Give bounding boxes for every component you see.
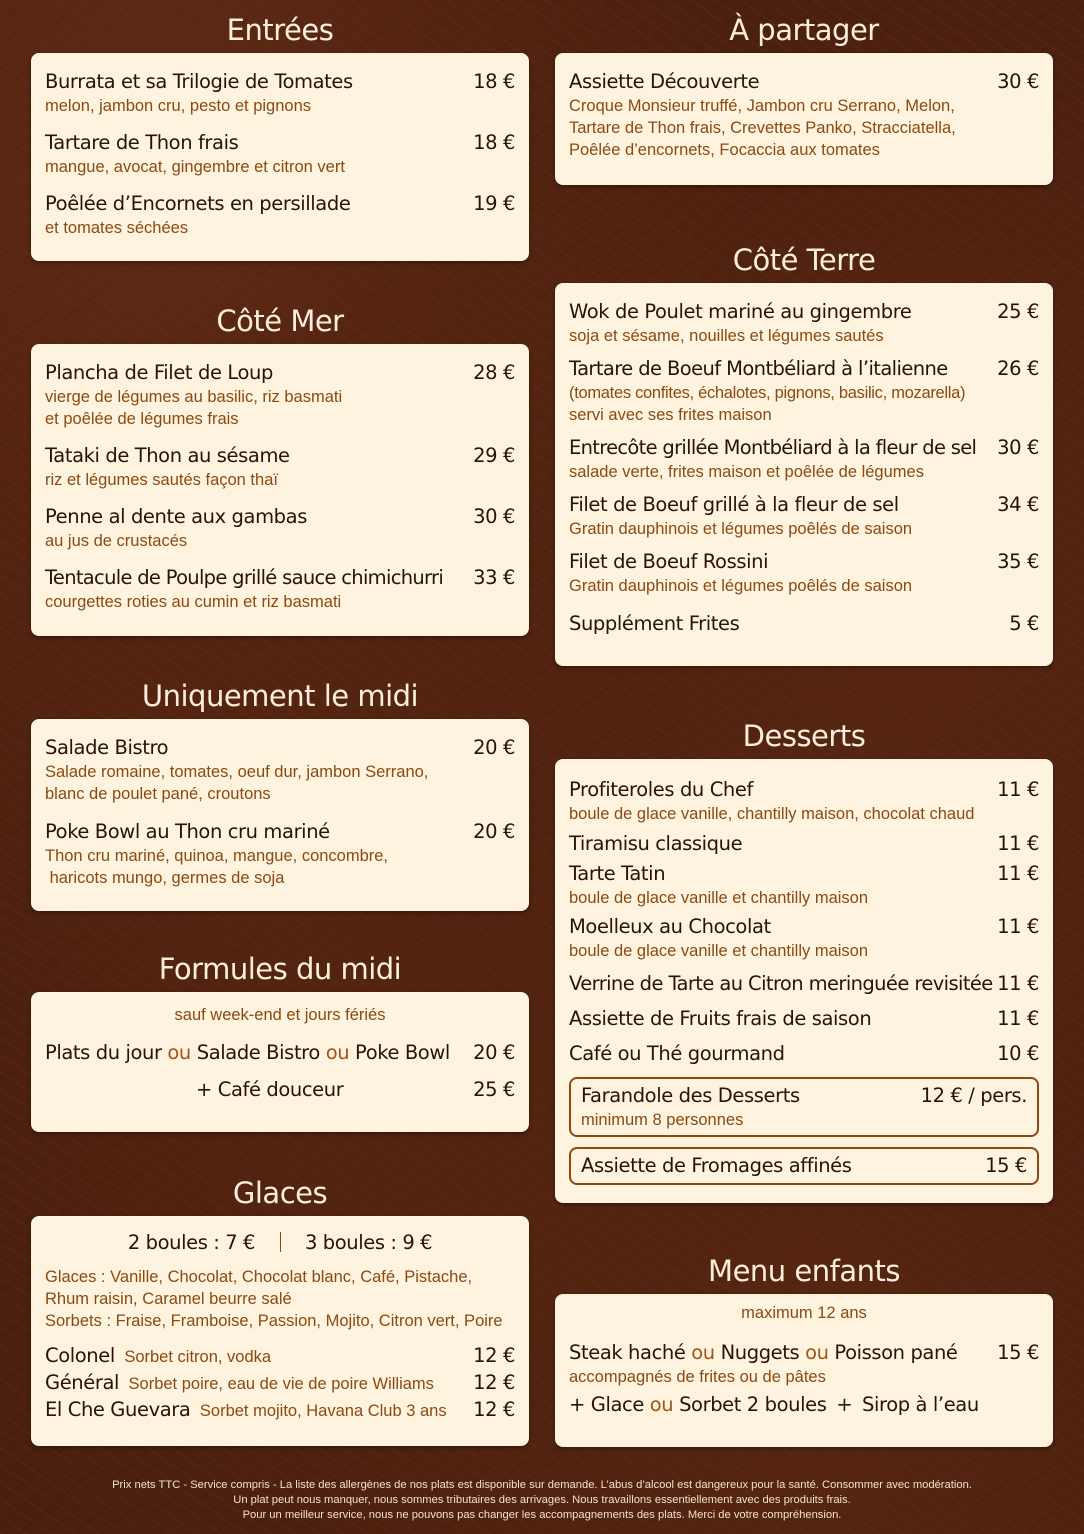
- item-desc: courgettes roties au cumin et riz basmati: [45, 593, 342, 611]
- item-desc: Sorbet poire, eau de vie de poire Williams: [128, 1375, 434, 1393]
- or-word: ou: [691, 1341, 715, 1364]
- enfants-choice: Sirop à l’eau: [862, 1393, 979, 1416]
- item-name: Farandole des Desserts: [581, 1084, 800, 1107]
- item-name: Café ou Thé gourmand: [569, 1042, 785, 1065]
- item-price: 20 €: [473, 736, 515, 759]
- glaces-flavours: Glaces : Vanille, Chocolat, Chocolat blanc, Café, Pistache,: [45, 1268, 473, 1286]
- item-price: 18 €: [473, 70, 515, 93]
- item-desc: Salade romaine, tomates, oeuf dur, jambon Serrano,: [45, 763, 429, 781]
- boules-2: 2 boules : 7 €: [127, 1231, 256, 1254]
- item-name: Tarte Tatin: [569, 862, 666, 885]
- section-title: Côté Terre: [732, 243, 876, 277]
- item-desc: Sorbet mojito, Havana Club 3 ans: [199, 1402, 447, 1420]
- item-name: Colonel: [45, 1344, 115, 1367]
- item-name: Plancha de Filet de Loup: [45, 361, 273, 384]
- menu-card: [555, 283, 1053, 666]
- section-title: Formules du midi: [158, 952, 402, 986]
- item-name: Tataki de Thon au sésame: [45, 444, 290, 467]
- item-name: Tartare de Boeuf Montbéliard à l’italienne: [569, 357, 948, 380]
- item-desc: (tomates confites, échalotes, pignons, basilic, mozarella): [569, 384, 966, 402]
- formule-choice: Salade Bistro: [196, 1041, 320, 1064]
- item-name: Moelleux au Chocolat: [569, 915, 771, 938]
- formule-choices: [45, 1040, 450, 1066]
- item-desc: Sorbet citron, vodka: [124, 1348, 272, 1366]
- section-title: Glaces: [232, 1176, 328, 1210]
- boules-prices: [45, 1230, 515, 1256]
- section-title: Desserts: [742, 719, 866, 753]
- item-price: 15 €: [997, 1341, 1039, 1364]
- item-price: 12 €: [473, 1371, 515, 1394]
- plus-sign: +: [836, 1393, 853, 1416]
- item-price: 11 €: [997, 832, 1039, 855]
- boules-3: 3 boules : 9 €: [304, 1231, 433, 1254]
- item-price: 11 €: [997, 778, 1039, 801]
- menu-item: [569, 549, 1039, 597]
- item-name: Salade Bistro: [45, 736, 169, 759]
- item-name: Assiette de Fruits frais de saison: [569, 1007, 872, 1030]
- menu-item: [45, 130, 515, 178]
- or-word: ou: [167, 1041, 191, 1064]
- formule-extra: + Café douceur: [196, 1078, 344, 1101]
- item-name: Profiteroles du Chef: [569, 778, 753, 801]
- item-name: Burrata et sa Trilogie de Tomates: [45, 70, 353, 93]
- item-name: Assiette de Fromages affinés: [581, 1154, 852, 1177]
- item-desc: Tartare de Thon frais, Crevettes Panko, Stracciatella,: [569, 119, 956, 137]
- or-word: ou: [805, 1341, 829, 1364]
- menu-item: [569, 492, 1039, 540]
- item-price: 29 €: [473, 444, 515, 467]
- item-price: 25 €: [997, 300, 1039, 323]
- menu-item: [569, 435, 1039, 483]
- section-cote-mer: [31, 298, 529, 636]
- section-title: À partager: [729, 13, 879, 47]
- item-name: Tartare de Thon frais: [45, 131, 239, 154]
- menu-item: [569, 1006, 1039, 1032]
- item-name: Tentacule de Poulpe grillé sauce chimichurri: [45, 566, 444, 589]
- item-price: 5 €: [1009, 612, 1039, 635]
- or-word: ou: [325, 1041, 350, 1064]
- menu-item: [569, 831, 1039, 857]
- enfants-desc: accompagnés de frites ou de pâtes: [569, 1368, 826, 1386]
- item-price: 33 €: [473, 566, 515, 589]
- item-desc: boule de glace vanille, chantilly maison, chocolat chaud: [569, 805, 975, 823]
- menu-item: [569, 861, 1039, 909]
- item-desc: Croque Monsieur truffé, Jambon cru Serrano, Melon,: [569, 97, 955, 115]
- flavours-list: [45, 1266, 515, 1332]
- section-a-partager: [555, 7, 1053, 185]
- item-desc: salade verte, frites maison et poêlée de légumes: [569, 463, 924, 481]
- menu-item: [45, 1397, 515, 1424]
- menu-item: [45, 360, 515, 430]
- item-desc: au jus de crustacés: [45, 532, 188, 550]
- enfants-choices: [569, 1340, 958, 1366]
- item-price: 15 €: [985, 1154, 1027, 1177]
- footer-line: Un plat peut nous manquer, nous sommes tributaires des arrivages. Nous travaillons essentiellement avec des produits frais.: [233, 1494, 851, 1506]
- item-name: Supplément Frites: [569, 612, 740, 635]
- menu-card: [31, 992, 529, 1132]
- section-menu-enfants: [555, 1248, 1053, 1447]
- menu-card: [31, 719, 529, 911]
- item-price: 26 €: [997, 357, 1039, 380]
- item-price: 30 €: [473, 505, 515, 528]
- divider: [280, 1232, 281, 1252]
- item-price: 10 €: [997, 1042, 1039, 1065]
- section-uniquement-midi: [31, 673, 529, 911]
- item-desc: minimum 8 personnes: [581, 1111, 744, 1129]
- item-desc: melon, jambon cru, pesto et pignons: [45, 97, 311, 115]
- item-name: Général: [45, 1371, 120, 1394]
- menu-card: [555, 53, 1053, 185]
- item-name: Tiramisu classique: [569, 832, 743, 855]
- menu-item: [45, 1343, 515, 1370]
- item-desc: et tomates séchées: [45, 219, 189, 237]
- item-price: 20 €: [473, 820, 515, 843]
- item-price: 12 € / pers.: [920, 1084, 1027, 1107]
- item-name: Poêlée d’Encornets en persillade: [45, 192, 351, 215]
- footer-line: Pour un meilleur service, nous ne pouvons pas changer les accompagnements des plats. Merci de votre compréhension.: [242, 1509, 842, 1521]
- item-name: Poke Bowl au Thon cru mariné: [45, 820, 330, 843]
- menu-item: [45, 565, 515, 613]
- item-price: 30 €: [997, 70, 1039, 93]
- section-cote-terre: [555, 237, 1053, 666]
- item-desc: servi avec ses frites maison: [569, 406, 772, 424]
- item-price: 28 €: [473, 361, 515, 384]
- menu-item: [569, 356, 1039, 426]
- item-desc: Gratin dauphinois et légumes poêlés de saison: [569, 577, 913, 595]
- enfants-choice: Steak haché: [569, 1341, 686, 1364]
- item-desc: et poêlée de légumes frais: [45, 410, 239, 428]
- formule-note: sauf week-end et jours fériés: [174, 1006, 386, 1024]
- item-desc: Thon cru mariné, quinoa, mangue, concombre,: [45, 847, 389, 865]
- menu-card: [555, 759, 1053, 1203]
- section-formules-midi: [31, 946, 529, 1132]
- item-price: 11 €: [997, 972, 1039, 995]
- item-desc: boule de glace vanille et chantilly maison: [569, 889, 869, 907]
- menu-item: [45, 1370, 515, 1397]
- formule-choice: Poke Bowl: [355, 1041, 450, 1064]
- item-price: 11 €: [997, 915, 1039, 938]
- item-price: 25 €: [473, 1078, 515, 1101]
- or-word: ou: [649, 1393, 674, 1416]
- fromages-box: [569, 1147, 1039, 1185]
- menu-item: [569, 1041, 1039, 1067]
- glaces-flavours: Rhum raisin, Caramel beurre salé: [45, 1290, 292, 1308]
- enfants-note: maximum 12 ans: [741, 1304, 867, 1322]
- menu-card: [31, 344, 529, 636]
- item-desc: vierge de légumes au basilic, riz basmati: [45, 388, 343, 406]
- item-desc: boule de glace vanille et chantilly maison: [569, 942, 869, 960]
- item-name: Filet de Boeuf Rossini: [569, 550, 769, 573]
- item-price: 12 €: [473, 1344, 515, 1367]
- menu-item: [569, 611, 1039, 637]
- section-entrees: [31, 7, 529, 261]
- formule-line: [45, 1077, 515, 1103]
- enfants-choice: Sorbet 2 boules: [679, 1393, 827, 1416]
- enfants-choice: Nuggets: [720, 1341, 800, 1364]
- enfants-choice: + Glace: [569, 1393, 644, 1416]
- item-desc: soja et sésame, nouilles et légumes sautés: [569, 327, 884, 345]
- enfants-choice: Poisson pané: [834, 1341, 958, 1364]
- item-price: 11 €: [997, 862, 1039, 885]
- sorbets-flavours: Sorbets : Fraise, Framboise, Passion, Mojito, Citron vert, Poire: [45, 1312, 503, 1330]
- footer-line: Prix nets TTC - Service compris - La liste des allergènes de nos plats est disponible sur demande. L’abus d’alcool est dangereux pour la santé. Consommer avec modération.: [112, 1479, 972, 1491]
- menu-item: [45, 191, 515, 239]
- item-price: 35 €: [997, 550, 1039, 573]
- section-desserts: [555, 713, 1053, 1203]
- item-desc: haricots mungo, germes de soja: [45, 869, 285, 887]
- coupes-list: [45, 1343, 515, 1424]
- item-name: Wok de Poulet mariné au gingembre: [569, 300, 912, 323]
- enfants-line: [569, 1340, 1039, 1366]
- section-glaces: [31, 1170, 529, 1446]
- menu-card: [31, 1216, 529, 1446]
- section-title: Uniquement le midi: [141, 679, 419, 713]
- menu-item: [45, 819, 515, 889]
- formule-line: [45, 1040, 515, 1066]
- menu-item: [45, 504, 515, 552]
- menu-item: [569, 914, 1039, 962]
- section-title: Côté Mer: [216, 304, 344, 338]
- enfants-dessert-line: [569, 1392, 1039, 1418]
- footer-notes: [0, 1478, 1084, 1523]
- farandole-box: [569, 1077, 1039, 1137]
- menu-card: [31, 53, 529, 261]
- item-desc: mangue, avocat, gingembre et citron vert: [45, 158, 345, 176]
- item-name: Entrecôte grillée Montbéliard à la fleur de sel: [569, 436, 977, 459]
- menu-item: [45, 735, 515, 805]
- item-desc: blanc de poulet pané, croutons: [45, 785, 271, 803]
- menu-item: [569, 777, 1039, 825]
- menu-item: [569, 69, 1039, 161]
- item-price: 18 €: [473, 131, 515, 154]
- item-name: El Che Guevara: [45, 1398, 191, 1421]
- item-name: Filet de Boeuf grillé à la fleur de sel: [569, 493, 899, 516]
- item-price: 19 €: [473, 192, 515, 215]
- item-price: 11 €: [997, 1007, 1039, 1030]
- item-price: 12 €: [473, 1398, 515, 1421]
- item-name: Assiette Découverte: [569, 70, 760, 93]
- item-desc: Gratin dauphinois et légumes poêlés de saison: [569, 520, 913, 538]
- item-name: Verrine de Tarte au Citron meringuée revisitée: [569, 972, 993, 995]
- menu-item: [569, 971, 1039, 997]
- item-name: Penne al dente aux gambas: [45, 505, 307, 528]
- item-price: 30 €: [997, 436, 1039, 459]
- item-desc: Poêlée d’encornets, Focaccia aux tomates: [569, 141, 880, 159]
- menu-item: [45, 69, 515, 117]
- menu-item: [45, 443, 515, 491]
- item-price: 34 €: [997, 493, 1039, 516]
- formule-choice: Plats du jour: [45, 1041, 162, 1064]
- menu-card: [555, 1294, 1053, 1447]
- menu-item: [569, 299, 1039, 347]
- item-desc: riz et légumes sautés façon thaï: [45, 471, 278, 489]
- section-title: Menu enfants: [708, 1254, 900, 1288]
- section-title: Entrées: [226, 13, 334, 47]
- item-price: 20 €: [473, 1041, 515, 1064]
